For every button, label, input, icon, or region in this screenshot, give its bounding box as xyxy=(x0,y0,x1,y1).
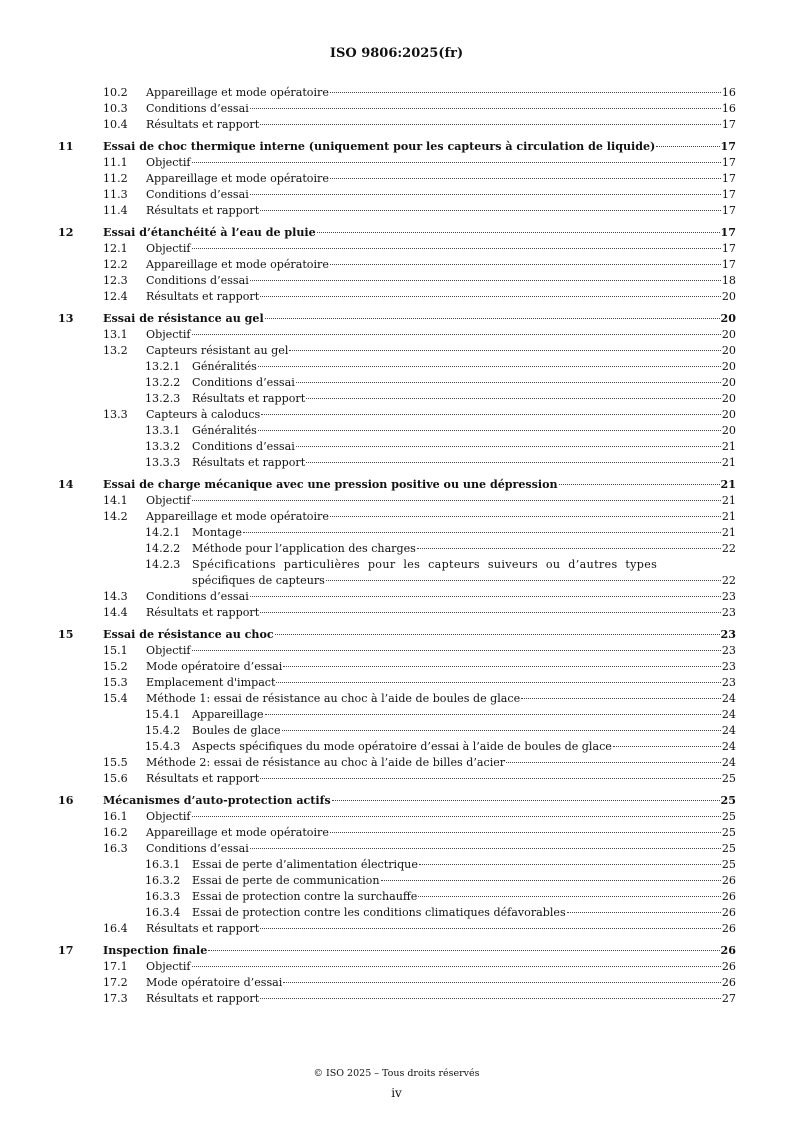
toc-entry-title: Conditions d’essai xyxy=(146,590,249,603)
toc-entry-title: Résultats et rapport xyxy=(146,922,260,935)
dot-leader xyxy=(559,484,720,485)
toc-entry-number: 13.2.1 xyxy=(145,360,181,373)
toc-entry[interactable] xyxy=(0,959,793,975)
dot-leader xyxy=(260,928,721,929)
toc-entry[interactable] xyxy=(0,117,793,133)
toc-entry-number: 12 xyxy=(58,226,74,239)
toc-entry-page: 20 xyxy=(721,344,736,357)
dot-leader xyxy=(330,832,721,833)
toc-entry-page: 26 xyxy=(721,906,736,919)
toc-entry[interactable] xyxy=(0,455,793,471)
toc-entry[interactable] xyxy=(0,101,793,117)
toc-entry-title: Essai de charge mécanique avec une pression positive ou une dépression xyxy=(103,478,558,491)
toc-entry-title: Conditions d’essai xyxy=(146,188,249,201)
toc-entry-title: Capteurs résistant au gel xyxy=(146,344,289,357)
toc-entry-title: Appareillage xyxy=(192,708,264,721)
copyright-footer: © ISO 2025 – Tous droits réservés xyxy=(313,1068,480,1079)
toc-entry[interactable] xyxy=(0,439,793,455)
toc-entry-title: Essai de résistance au gel xyxy=(103,312,264,325)
toc-entry[interactable] xyxy=(0,755,793,771)
dot-leader xyxy=(306,398,721,399)
toc-entry-title: Résultats et rapport xyxy=(146,772,260,785)
dot-leader xyxy=(258,430,721,431)
toc-entry-number: 15.2 xyxy=(103,660,128,673)
toc-entry-title: Résultats et rapport xyxy=(146,204,260,217)
dot-leader xyxy=(506,762,721,763)
dot-leader xyxy=(192,248,721,249)
toc-entry-number: 13.3.1 xyxy=(145,424,181,437)
toc-entry-title: Appareillage et mode opératoire xyxy=(146,826,329,839)
toc-entry[interactable] xyxy=(0,343,793,359)
toc-entry-page: 23 xyxy=(720,628,736,641)
toc-entry-title: Résultats et rapport xyxy=(192,392,306,405)
toc-entry-number: 13.2.3 xyxy=(145,392,181,405)
toc-entry-title: Objectif xyxy=(146,810,191,823)
toc-entry-page: 20 xyxy=(721,360,736,373)
toc-entry-number: 16.3.3 xyxy=(145,890,181,903)
dot-leader xyxy=(296,446,721,447)
toc-entry[interactable] xyxy=(0,905,793,921)
dot-leader xyxy=(418,896,721,897)
toc-entry[interactable] xyxy=(0,289,793,305)
toc-entry-number: 15.4.3 xyxy=(145,740,181,753)
toc-entry-number: 10.4 xyxy=(103,118,128,131)
toc-entry-number: 12.4 xyxy=(103,290,128,303)
toc-entry-page: 16 xyxy=(721,102,736,115)
toc-entry-title: Conditions d’essai xyxy=(192,440,295,453)
toc-entry-number: 15.4.1 xyxy=(145,708,181,721)
toc-entry-page: 25 xyxy=(721,772,736,785)
toc-entry-title: Appareillage et mode opératoire xyxy=(146,86,329,99)
toc-entry-number: 14.4 xyxy=(103,606,128,619)
toc-entry-title: Essai de résistance au choc xyxy=(103,628,274,641)
dot-leader xyxy=(260,612,721,613)
toc-entry[interactable] xyxy=(0,707,793,723)
toc-entry-page: 17 xyxy=(720,226,736,239)
toc-entry-title: Objectif xyxy=(146,156,191,169)
toc-entry-number: 14.2.3 xyxy=(145,558,181,571)
toc-entry-title: Objectif xyxy=(146,644,191,657)
toc-entry-number: 15 xyxy=(58,628,74,641)
toc-entry-page: 20 xyxy=(721,290,736,303)
dot-leader xyxy=(250,280,721,281)
dot-leader xyxy=(258,366,721,367)
toc-entry-number: 14 xyxy=(58,478,74,491)
toc-entry-page: 23 xyxy=(721,590,736,603)
toc-entry-number: 16.3.4 xyxy=(145,906,181,919)
toc-entry-number: 15.3 xyxy=(103,676,128,689)
toc-entry-page: 17 xyxy=(720,140,736,153)
toc-entry[interactable] xyxy=(0,525,793,541)
toc-entry-number: 16.4 xyxy=(103,922,128,935)
toc-entry[interactable] xyxy=(0,675,793,691)
toc-entry-title: Généralités xyxy=(192,424,257,437)
toc-entry-title: Conditions d’essai xyxy=(192,376,295,389)
toc-entry-title: Mécanismes d’auto-protection actifs xyxy=(103,794,331,807)
dot-leader xyxy=(417,548,721,549)
dot-leader xyxy=(567,912,721,913)
toc-entry-page: 24 xyxy=(721,692,736,705)
toc-entry-number: 17 xyxy=(58,944,74,957)
toc-entry[interactable] xyxy=(0,889,793,905)
toc-entry[interactable] xyxy=(0,241,793,257)
toc-entry-title: Appareillage et mode opératoire xyxy=(146,258,329,271)
dot-leader xyxy=(243,532,721,533)
toc-entry-number: 13.3.3 xyxy=(145,456,181,469)
toc-entry-number: 12.1 xyxy=(103,242,128,255)
toc-entry-number: 11.2 xyxy=(103,172,128,185)
toc-entry-page: 21 xyxy=(721,494,736,507)
toc-entry[interactable] xyxy=(0,203,793,219)
dot-leader xyxy=(283,982,721,983)
toc-entry-page: 26 xyxy=(721,976,736,989)
dot-leader xyxy=(296,382,721,383)
dot-leader xyxy=(381,880,721,881)
dot-leader xyxy=(276,682,720,683)
toc-entry-number: 15.4.2 xyxy=(145,724,181,737)
dot-leader xyxy=(330,92,721,93)
dot-leader xyxy=(306,462,721,463)
toc-entry-page: 25 xyxy=(721,810,736,823)
toc-entry-page: 26 xyxy=(720,944,736,957)
toc-entry-number: 12.2 xyxy=(103,258,128,271)
dot-leader xyxy=(260,124,721,125)
toc-entry-title: Généralités xyxy=(192,360,257,373)
toc-entry-page: 20 xyxy=(721,392,736,405)
toc-entry-page: 23 xyxy=(721,644,736,657)
toc-entry-page: 17 xyxy=(721,156,736,169)
toc-entry-title: Essai de protection contre les conditions climatiques défavorables xyxy=(192,906,566,919)
toc-entry-page: 17 xyxy=(721,258,736,271)
toc-entry-title: Objectif xyxy=(146,494,191,507)
toc-entry-title-continued: spécifiques de capteurs xyxy=(192,574,325,587)
dot-leader xyxy=(521,698,721,699)
toc-entry-title: Conditions d’essai xyxy=(146,274,249,287)
toc-entry-number: 13.3 xyxy=(103,408,128,421)
toc-entry-page: 20 xyxy=(721,328,736,341)
toc-entry[interactable] xyxy=(0,943,793,959)
toc-entry-page: 17 xyxy=(721,118,736,131)
toc-entry-number: 11.1 xyxy=(103,156,128,169)
toc-entry-page: 21 xyxy=(720,478,736,491)
toc-entry-page: 23 xyxy=(721,676,736,689)
toc-entry-number: 17.2 xyxy=(103,976,128,989)
dot-leader xyxy=(326,580,721,581)
toc-entry[interactable] xyxy=(0,359,793,375)
toc-entry-title: Aspects spécifiques du mode opératoire d’essai à l’aide de boules de glace xyxy=(192,740,612,753)
toc-entry-number: 13.2 xyxy=(103,344,128,357)
dot-leader xyxy=(250,848,721,849)
toc-entry-title: Conditions d’essai xyxy=(146,842,249,855)
toc-entry-number: 16.2 xyxy=(103,826,128,839)
toc-entry[interactable] xyxy=(0,225,793,241)
dot-leader xyxy=(275,634,720,635)
toc-entry-page: 21 xyxy=(721,526,736,539)
toc-entry-title: Objectif xyxy=(146,328,191,341)
toc-entry-page: 20 xyxy=(721,424,736,437)
toc-entry-title: Essai de choc thermique interne (uniquement pour les capteurs à circulation de liquide) xyxy=(103,140,656,153)
toc-entry-page: 23 xyxy=(721,606,736,619)
toc-entry-page: 26 xyxy=(721,890,736,903)
toc-entry-number: 15.6 xyxy=(103,772,128,785)
toc-entry[interactable] xyxy=(0,273,793,289)
toc-entry-page: 25 xyxy=(721,858,736,871)
dot-leader xyxy=(260,778,721,779)
dot-leader xyxy=(330,264,721,265)
toc-entry[interactable] xyxy=(0,739,793,755)
dot-leader xyxy=(656,146,719,147)
toc-entry[interactable] xyxy=(0,857,793,873)
toc-entry-title: Méthode 2: essai de résistance au choc à l’aide de billes d’acier xyxy=(146,756,506,769)
toc-entry-title: Emplacement d'impact xyxy=(146,676,276,689)
toc-entry[interactable] xyxy=(0,659,793,675)
dot-leader xyxy=(192,334,721,335)
toc-entry-number: 15.4 xyxy=(103,692,128,705)
toc-entry[interactable] xyxy=(0,311,793,327)
toc-entry-page: 21 xyxy=(721,440,736,453)
toc-entry[interactable] xyxy=(0,187,793,203)
toc-entry-title: Mode opératoire d’essai xyxy=(146,660,283,673)
toc-entry-title: Essai d’étanchéité à l’eau de pluie xyxy=(103,226,316,239)
toc-entry-page: 18 xyxy=(721,274,736,287)
toc-entry-number: 17.3 xyxy=(103,992,128,1005)
page-number: iv xyxy=(391,1086,402,1100)
toc-entry-number: 17.1 xyxy=(103,960,128,973)
toc-entry[interactable] xyxy=(0,407,793,423)
toc-entry-title: Appareillage et mode opératoire xyxy=(146,510,329,523)
toc-entry-page: 26 xyxy=(721,960,736,973)
toc-entry-page: 25 xyxy=(720,794,736,807)
page-header: ISO 9806:2025(fr) xyxy=(329,46,464,61)
dot-leader xyxy=(192,500,721,501)
dot-leader xyxy=(289,350,720,351)
toc-entry-title: Résultats et rapport xyxy=(146,992,260,1005)
toc-entry-number: 14.2.2 xyxy=(145,542,181,555)
toc-entry-number: 16 xyxy=(58,794,74,807)
toc-entry-title: Résultats et rapport xyxy=(146,118,260,131)
toc-entry-title: Résultats et rapport xyxy=(192,456,306,469)
dot-leader xyxy=(283,666,721,667)
dot-leader xyxy=(250,194,721,195)
toc-entry[interactable] xyxy=(0,627,793,643)
toc-entry[interactable] xyxy=(0,873,793,889)
toc-entry-page: 22 xyxy=(721,574,736,587)
toc-entry[interactable] xyxy=(0,809,793,825)
toc-entry[interactable] xyxy=(0,171,793,187)
toc-entry-page: 20 xyxy=(721,376,736,389)
toc-entry[interactable] xyxy=(0,643,793,659)
toc-entry-title: Essai de perte de communication xyxy=(192,874,380,887)
dot-leader xyxy=(260,296,721,297)
toc-entry[interactable] xyxy=(0,605,793,621)
toc-entry-page: 17 xyxy=(721,204,736,217)
toc-entry-number: 12.3 xyxy=(103,274,128,287)
toc-entry[interactable] xyxy=(0,477,793,493)
dot-leader xyxy=(250,596,721,597)
dot-leader xyxy=(250,108,721,109)
toc-entry[interactable] xyxy=(0,991,793,1007)
toc-entry[interactable] xyxy=(0,825,793,841)
toc-entry-number: 15.5 xyxy=(103,756,128,769)
toc-entry[interactable] xyxy=(0,509,793,525)
toc-entry[interactable] xyxy=(0,391,793,407)
toc-entry-number: 15.1 xyxy=(103,644,128,657)
toc-entry[interactable] xyxy=(0,375,793,391)
toc-entry-page: 21 xyxy=(721,456,736,469)
dot-leader xyxy=(192,816,721,817)
toc-entry[interactable] xyxy=(0,257,793,273)
dot-leader xyxy=(332,800,720,801)
toc-entry-page: 25 xyxy=(721,842,736,855)
toc-entry-number: 13.3.2 xyxy=(145,440,181,453)
toc-entry[interactable] xyxy=(0,691,793,707)
dot-leader xyxy=(208,950,719,951)
toc-entry-title: Spécifications particulières pour les capteurs suiveurs ou d’autres types xyxy=(192,558,658,571)
toc-entry-page: 20 xyxy=(721,408,736,421)
toc-entry[interactable] xyxy=(0,423,793,439)
toc-entry-page: 24 xyxy=(721,740,736,753)
toc-entry[interactable] xyxy=(0,139,793,155)
toc-entry[interactable] xyxy=(0,921,793,937)
toc-entry-title: Appareillage et mode opératoire xyxy=(146,172,329,185)
dot-leader xyxy=(260,210,721,211)
toc-entry-page: 21 xyxy=(721,510,736,523)
toc-entry-page: 16 xyxy=(721,86,736,99)
dot-leader xyxy=(261,414,721,415)
toc-entry-number: 16.1 xyxy=(103,810,128,823)
toc-entry-title: Essai de perte d’alimentation électrique xyxy=(192,858,418,871)
toc-entry-number: 13.2.2 xyxy=(145,376,181,389)
dot-leader xyxy=(613,746,721,747)
toc-entry-number: 14.2.1 xyxy=(145,526,181,539)
toc-entry-page: 24 xyxy=(721,708,736,721)
dot-leader xyxy=(192,162,721,163)
toc-entry[interactable] xyxy=(0,841,793,857)
toc-entry-title: Conditions d’essai xyxy=(146,102,249,115)
toc-entry[interactable] xyxy=(0,493,793,509)
dot-leader xyxy=(330,516,721,517)
toc-entry-page: 17 xyxy=(721,188,736,201)
dot-leader xyxy=(330,178,721,179)
dot-leader xyxy=(317,232,720,233)
toc-entry-page: 17 xyxy=(721,172,736,185)
toc-entry[interactable] xyxy=(0,975,793,991)
toc-entry-title: Inspection finale xyxy=(103,944,208,957)
toc-entry-title: Capteurs à caloducs xyxy=(146,408,261,421)
toc-entry[interactable] xyxy=(0,771,793,787)
toc-entry[interactable] xyxy=(0,557,793,573)
toc-entry-title: Objectif xyxy=(146,960,191,973)
toc-entry-number: 14.1 xyxy=(103,494,128,507)
toc-entry-title: Résultats et rapport xyxy=(146,606,260,619)
toc-entry-page: 24 xyxy=(721,756,736,769)
toc-entry-number: 11 xyxy=(58,140,74,153)
toc-entry-number: 10.2 xyxy=(103,86,128,99)
toc-entry-page: 26 xyxy=(721,874,736,887)
toc-entry-page: 23 xyxy=(721,660,736,673)
toc-entry-number: 13.1 xyxy=(103,328,128,341)
toc-entry[interactable] xyxy=(0,155,793,171)
toc-entry[interactable] xyxy=(0,541,793,557)
dot-leader xyxy=(419,864,721,865)
dot-leader xyxy=(265,714,721,715)
table-of-contents xyxy=(0,85,793,1007)
toc-entry[interactable] xyxy=(0,589,793,605)
dot-leader xyxy=(192,650,721,651)
toc-entry-number: 10.3 xyxy=(103,102,128,115)
toc-entry-page: 20 xyxy=(720,312,736,325)
toc-entry[interactable] xyxy=(0,723,793,739)
toc-entry[interactable] xyxy=(0,85,793,101)
toc-entry-number: 13 xyxy=(58,312,74,325)
toc-entry-page: 26 xyxy=(721,922,736,935)
toc-entry-page: 22 xyxy=(721,542,736,555)
toc-entry-number: 16.3.1 xyxy=(145,858,181,871)
toc-entry-title: Boules de glace xyxy=(192,724,281,737)
toc-entry-number: 11.3 xyxy=(103,188,128,201)
toc-entry[interactable] xyxy=(0,793,793,809)
dot-leader xyxy=(265,318,720,319)
toc-entry-continuation[interactable] xyxy=(0,573,793,589)
toc-entry[interactable] xyxy=(0,327,793,343)
toc-entry-page: 17 xyxy=(721,242,736,255)
toc-entry-number: 14.3 xyxy=(103,590,128,603)
toc-entry-title: Résultats et rapport xyxy=(146,290,260,303)
toc-entry-number: 16.3 xyxy=(103,842,128,855)
toc-entry-page: 24 xyxy=(721,724,736,737)
toc-entry-title: Méthode pour l’application des charges xyxy=(192,542,416,555)
toc-entry-page: 27 xyxy=(721,992,736,1005)
dot-leader xyxy=(260,998,721,999)
toc-entry-title: Mode opératoire d’essai xyxy=(146,976,283,989)
toc-entry-title: Objectif xyxy=(146,242,191,255)
toc-entry-page: 25 xyxy=(721,826,736,839)
toc-entry-number: 14.2 xyxy=(103,510,128,523)
toc-entry-title: Essai de protection contre la surchauffe xyxy=(192,890,418,903)
toc-entry-title: Montage xyxy=(192,526,242,539)
toc-entry-title: Méthode 1: essai de résistance au choc à l’aide de boules de glace xyxy=(146,692,521,705)
dot-leader xyxy=(192,966,721,967)
toc-entry-number: 11.4 xyxy=(103,204,128,217)
dot-leader xyxy=(282,730,721,731)
toc-entry-number: 16.3.2 xyxy=(145,874,181,887)
